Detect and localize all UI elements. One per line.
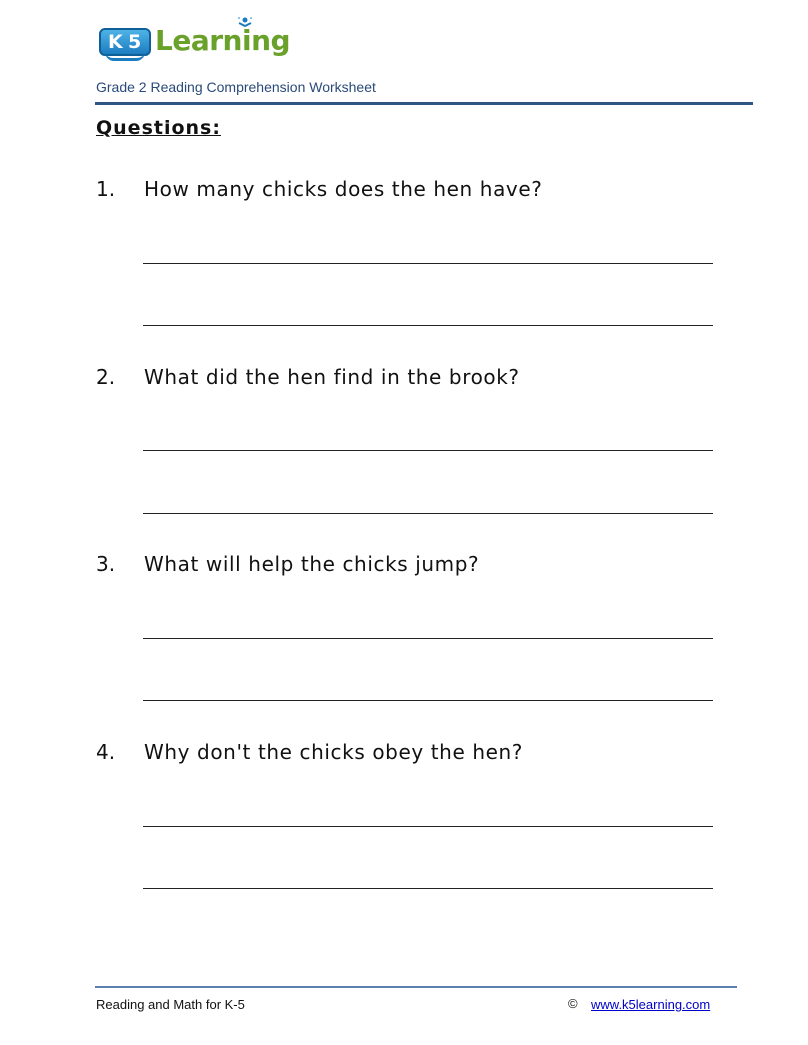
footer-tagline: Reading and Math for K-5 xyxy=(96,997,245,1012)
logo-badge-k: K xyxy=(108,31,123,53)
question-number: 4. xyxy=(96,740,116,764)
question-text: Why don't the chicks obey the hen? xyxy=(144,740,523,764)
worksheet-subtitle: Grade 2 Reading Comprehension Worksheet xyxy=(96,79,376,95)
answer-line[interactable] xyxy=(143,826,713,827)
header-divider xyxy=(95,102,753,105)
answer-line[interactable] xyxy=(143,888,713,889)
question-number: 2. xyxy=(96,365,116,389)
person-star-icon xyxy=(237,16,253,32)
answer-line[interactable] xyxy=(143,263,713,264)
footer-divider xyxy=(95,986,737,988)
question-text: How many chicks does the hen have? xyxy=(144,177,543,201)
answer-line[interactable] xyxy=(143,638,713,639)
question-text: What will help the chicks jump? xyxy=(144,552,480,576)
question-number: 1. xyxy=(96,177,116,201)
k5-learning-logo xyxy=(97,14,291,60)
question-number: 3. xyxy=(96,552,116,576)
answer-line[interactable] xyxy=(143,450,713,451)
answer-line[interactable] xyxy=(143,700,713,701)
book-icon xyxy=(105,52,145,61)
website-link[interactable]: www.k5learning.com xyxy=(591,997,711,1012)
question-text: What did the hen find in the brook? xyxy=(144,365,520,389)
section-title: Questions: xyxy=(96,117,221,139)
answer-line[interactable] xyxy=(143,325,713,326)
logo-wordmark: Learning xyxy=(155,24,291,57)
logo-badge-five: 5 xyxy=(128,31,142,53)
copyright-icon: © xyxy=(568,996,578,1011)
answer-line[interactable] xyxy=(143,513,713,514)
